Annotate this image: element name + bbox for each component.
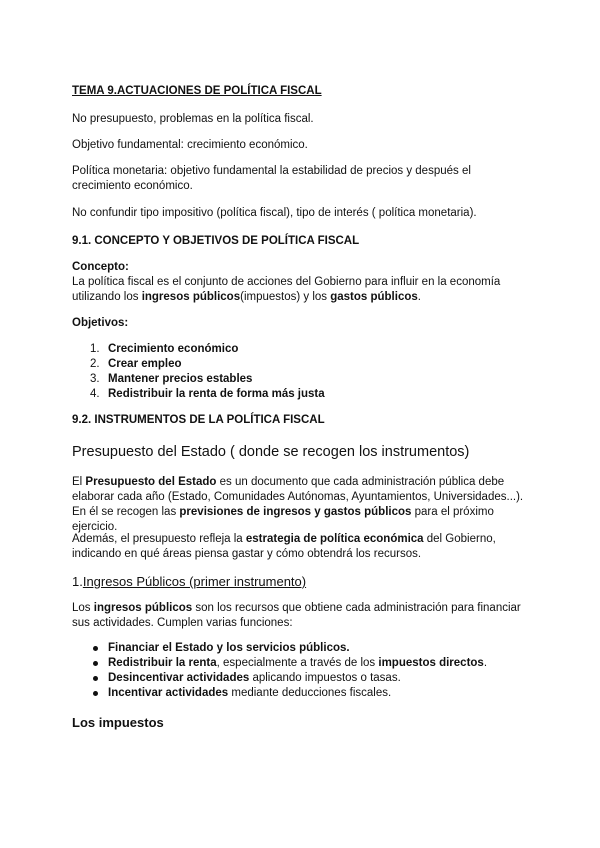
bullet-icon: [93, 661, 98, 666]
bullet-icon: [93, 691, 98, 696]
bullet-icon: [93, 646, 98, 651]
objetivos-list: [72, 342, 532, 402]
objetivos-label: Objetivos:: [72, 317, 129, 329]
intro-line-4: No confundir tipo impositivo (política fiscal), tipo de interés ( política monetaria).: [72, 207, 477, 219]
list-item: Financiar el Estado y los servicios públicos.: [72, 641, 532, 656]
intro-line-3: Política monetaria: objetivo fundamental la estabilidad de precios y después el crecimiento económico.: [72, 165, 471, 192]
concepto-block: [72, 260, 532, 305]
list-item: Incentivar actividades mediante deducciones fiscales.: [72, 686, 532, 701]
bullet-icon: [93, 676, 98, 681]
document-title: TEMA 9.ACTUACIONES DE POLÍTICA FISCAL: [72, 85, 322, 97]
concepto-text: La política fiscal es el conjunto de acciones del Gobierno para influir en la economía utilizando los ingresos públicos(impuestos) y los gastos públicos.: [72, 276, 501, 303]
ingresos-heading: 1.Ingresos Públicos (primer instrumento): [72, 574, 307, 589]
concepto-label: Concepto:: [72, 261, 129, 273]
impuestos-heading: Los impuestos: [72, 715, 164, 730]
presupuesto-paragraph: El Presupuesto del Estado es un documento que cada administración pública debe elaborar cada año (Estado, Comunidades Autónomas, Ayuntamientos, Universidades...). En él se recogen las previsiones de ingresos y gastos públicos para el próximo ejercicio.: [72, 476, 524, 533]
list-item: 4. Redistribuir la renta de forma más justa: [90, 388, 325, 400]
section-2-heading: 9.2. INSTRUMENTOS DE LA POLÍTICA FISCAL: [72, 414, 325, 426]
intro-line-1: No presupuesto, problemas en la política fiscal.: [72, 113, 314, 125]
presupuesto-heading: Presupuesto del Estado ( donde se recogen los instrumentos): [72, 444, 470, 460]
intro-line-2: Objetivo fundamental: crecimiento económico.: [72, 139, 308, 151]
section-1-heading: 9.1. CONCEPTO Y OBJETIVOS DE POLÍTICA FISCAL: [72, 235, 360, 247]
list-item: 2. Crear empleo: [90, 358, 182, 370]
ingresos-paragraph: Los ingresos públicos son los recursos que obtiene cada administración para financiar sus actividades. Cumplen varias funciones:: [72, 602, 521, 629]
list-item: 1. Crecimiento económico: [90, 343, 239, 355]
estrategia-paragraph: Además, el presupuesto refleja la estrategia de política económica del Gobierno, indicando en qué áreas piensa gastar y cómo obtendrá los recursos.: [72, 533, 496, 560]
list-item: 3. Mantener precios estables: [90, 373, 253, 385]
list-item: Desincentivar actividades aplicando impuestos o tasas.: [72, 671, 532, 686]
list-item: Redistribuir la renta, especialmente a través de los impuestos directos.: [72, 656, 532, 671]
funciones-list: [72, 641, 532, 701]
